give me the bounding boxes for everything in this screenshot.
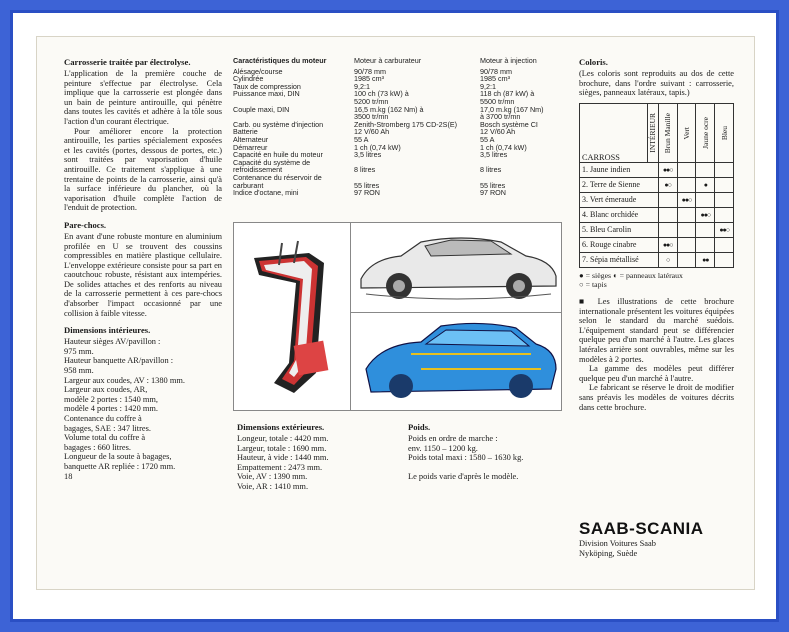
- spec-cell: 5200 tr/mn: [354, 96, 389, 106]
- color-table-row: [580, 207, 734, 222]
- brochure-page: [36, 36, 755, 590]
- section-title-dimensions-exterieures: Dimensions extérieures.: [237, 422, 325, 432]
- weight-section: [408, 422, 558, 481]
- color-table-cell: [696, 162, 715, 177]
- exterior-dimension-line: Largeur, totale : 1690 mm.: [237, 443, 327, 453]
- color-table-cell: [677, 237, 696, 252]
- spec-cell: 3,5 litres: [354, 150, 382, 160]
- color-table-row: [580, 177, 734, 192]
- color-name: 7. Sépia métallisé: [580, 252, 659, 267]
- color-table-cell: [715, 207, 734, 222]
- spec-cell: 1 ch (0,74 kW): [480, 142, 527, 152]
- color-table-cell: [696, 222, 715, 237]
- brand-address: [579, 539, 656, 559]
- interior-dimensions-list: [64, 337, 222, 471]
- color-table-cell: [677, 252, 696, 267]
- engine-spec-table: [233, 57, 563, 197]
- spec-cell: Cylindrée: [233, 74, 264, 84]
- spec-cell: Alésage/course: [233, 66, 283, 76]
- spec-row: [233, 189, 563, 197]
- color-table-cell: ●●○: [658, 162, 677, 177]
- left-column: [64, 57, 222, 481]
- brand-line-2: Nyköping, Suède: [579, 549, 638, 558]
- color-table-cell: [677, 162, 696, 177]
- color-table-cell: ●●○: [696, 207, 715, 222]
- right-column: [579, 57, 734, 412]
- color-table-cell: ●●: [696, 252, 715, 267]
- spec-cell: 8 litres: [480, 165, 502, 175]
- color-table-header-carrosserie: CARROSS: [580, 103, 648, 162]
- interior-dimension-line: 975 mm.: [64, 346, 94, 356]
- spec-cell: Puissance maxi, DIN: [233, 89, 300, 99]
- illustration-panel: [233, 222, 562, 411]
- interior-dimension-line: 958 mm.: [64, 366, 94, 376]
- spec-cell: 16,5 m.kg (162 Nm) à: [354, 104, 424, 114]
- exterior-dimensions: [237, 422, 387, 492]
- section-title-electrolyse: Carrosserie traitée par électrolyse.: [64, 57, 191, 67]
- color-table-row: [580, 162, 734, 177]
- exterior-dimension-line: Empattement : 2473 mm.: [237, 462, 323, 472]
- spec-cell: 55 litres: [480, 180, 506, 190]
- exterior-dimension-line: Longeur, totale : 4420 mm.: [237, 434, 329, 443]
- interior-dimension-line: Hauteur sièges AV/pavillon :: [64, 337, 161, 347]
- spec-cell: 55 A: [480, 134, 495, 144]
- spec-cell: 55 litres: [354, 180, 380, 190]
- color-table-cell: [715, 252, 734, 267]
- paragraph: ■ Les illustrations de cette brochure internationale présentent les voitures équipées selon le standard du marché suédois. L'équipement standard peut se différencier quelque peu d'un marché à l'autre. Les glaces latérales arrière sont ouvrables, même sur les modèles à 2 portes.: [579, 296, 734, 364]
- color-table-cell: ●●○: [715, 222, 734, 237]
- spec-cell: 3,5 litres: [480, 150, 508, 160]
- spec-cell: 97 RON: [354, 188, 380, 198]
- color-table-cell: [715, 177, 734, 192]
- spec-cell: Contenance du réservoir de: [233, 172, 322, 182]
- exterior-dimension-line: Hauteur, à vide : 1440 mm.: [237, 453, 329, 463]
- spec-cell: 9,2:1: [480, 81, 496, 91]
- spec-cell: Bosch système CI: [480, 119, 538, 129]
- spec-row: [233, 128, 563, 136]
- spec-cell: à 3700 tr/mn: [480, 112, 521, 122]
- exterior-dimension-line: Voie, AR : 1410 mm.: [237, 481, 309, 491]
- color-table-cell: [696, 192, 715, 207]
- spec-cell: Batterie: [233, 127, 258, 137]
- spec-cell: carburant: [233, 180, 264, 190]
- weight-line: Poids total maxi : 1580 – 1630 kg.: [408, 453, 524, 463]
- spec-cell: 1985 cm³: [480, 74, 510, 84]
- color-table-cell: [658, 222, 677, 237]
- spec-header-row: [233, 57, 563, 65]
- spec-cell: Capacité en huile du moteur: [233, 150, 323, 160]
- color-table-column-header: Jaune ocre: [696, 103, 715, 162]
- spec-cell: 90/78 mm: [354, 66, 386, 76]
- spec-cell: Alternateur: [233, 134, 269, 144]
- paragraph: En avant d'une robuste monture en aluminium profilée en U se trouvent des coussins compressibles en matière plastique cellulaire. L'enveloppe extérieure consiste pour sa part en caoutchouc robuste, résistant aux intempéries. De solides attaches et des renforts au niveau de la carrosserie permettent à ces pare-chocs d'absorber l'impact occasionné par une collision à faible vitesse.: [64, 231, 222, 318]
- spec-cell: 3500 tr/mn: [354, 112, 389, 122]
- spec-cell: 100 ch (73 kW) à: [354, 89, 409, 99]
- color-table-cell: ○: [658, 252, 677, 267]
- spec-cell: 1985 cm³: [354, 74, 384, 84]
- spec-cell: Couple maxi, DIN: [233, 104, 290, 114]
- spec-cell: 5500 tr/mn: [480, 96, 515, 106]
- interior-dimension-line: Longueur de la soute à bagages,: [64, 452, 172, 462]
- color-table-cell: [677, 222, 696, 237]
- interior-dimension-line: Largeur aux coudes, AV : 1380 mm.: [64, 375, 185, 385]
- paragraph: Le fabricant se réserve le droit de modifier sans préavis les modèles de voitures décrits dans cette brochure.: [579, 383, 734, 412]
- color-table-cell: [696, 237, 715, 252]
- color-table-cell: [715, 192, 734, 207]
- color-table-cell: [677, 177, 696, 192]
- spec-cell: refroidissement: [233, 165, 283, 175]
- spec-cell: Carb. ou système d'injection: [233, 119, 324, 129]
- spec-cell: Indice d'octane, mini: [233, 188, 299, 198]
- color-table: [579, 103, 734, 268]
- color-table-cell: [715, 162, 734, 177]
- spec-cell: Moteur à injection: [480, 56, 537, 65]
- spec-cell: 118 ch (87 kW) à: [480, 89, 535, 99]
- spec-cell: Caractéristiques du moteur: [233, 56, 327, 65]
- exterior-dimension-line: Voie, AV : 1390 mm.: [237, 472, 308, 482]
- interior-dimension-line: modèle 2 portes : 1540 mm,: [64, 394, 158, 404]
- color-table-cell: [658, 207, 677, 222]
- spec-cell: Taux de compression: [233, 81, 301, 91]
- interior-dimension-line: bagages, SAE : 347 litres.: [64, 423, 151, 433]
- color-name: 6. Rouge cinabre: [580, 237, 659, 252]
- page-number: 18: [64, 471, 73, 481]
- bumper-cutaway-illustration: [234, 223, 350, 410]
- paragraph: L'application de la première couche de peinture s'effectue par électrolyse. Cela implique que la carrosserie est plongée dans un bain de peinture antirouille, qui pénètre dans toutes les cavités et adhère à la tôle sous l'action d'un courant électrique.: [64, 69, 222, 126]
- interior-dimension-line: Hauteur banquette AR/pavillon :: [64, 356, 174, 366]
- color-name: 1. Jaune indien: [580, 162, 659, 177]
- color-table-cell: ●●○: [658, 237, 677, 252]
- color-name: 2. Terre de Sienne: [580, 177, 659, 192]
- spec-cell: 12 V/60 Ah: [354, 127, 390, 137]
- color-table-cell: [677, 207, 696, 222]
- interior-dimension-line: Largeur aux coudes, AR,: [64, 385, 148, 395]
- spec-cell: 1 ch (0,74 kW): [354, 142, 401, 152]
- spec-row: [233, 174, 563, 182]
- paragraph: La gamme des modèles peut différer quelque peu d'un marché à l'autre.: [579, 364, 734, 383]
- color-table-cell: ●●○: [677, 192, 696, 207]
- saab-scania-logo: SAAB-SCANIA: [579, 519, 704, 538]
- legend-line-1: ● = sièges ◐ = panneaux latéraux: [579, 270, 683, 280]
- color-table-cell: ●○: [658, 177, 677, 192]
- color-table-column-header: Brun Manille: [658, 103, 677, 162]
- spec-cell: 17,0 m.kg (167 Nm): [480, 104, 544, 114]
- color-name: 3. Vert émeraude: [580, 192, 659, 207]
- weight-line: Poids en ordre de marche :: [408, 434, 498, 443]
- spec-cell: Capacité du système de: [233, 157, 311, 167]
- interieur-label: INTÉRIEUR: [647, 112, 657, 153]
- color-name: 5. Bleu Carolin: [580, 222, 659, 237]
- spec-cell: 55 A: [354, 134, 369, 144]
- interior-dimension-line: Contenance du coffre à: [64, 414, 142, 423]
- color-table-row: [580, 252, 734, 267]
- section-title-dimensions-interieures: Dimensions intérieures.: [64, 325, 151, 336]
- interior-dimension-line: Volume total du coffre à: [64, 433, 146, 443]
- brand-line-1: Division Voitures Saab: [579, 539, 656, 548]
- legend-line-2: ○ = tapis: [579, 280, 607, 290]
- car-frame-illustration: [351, 314, 561, 410]
- color-table-row: [580, 237, 734, 252]
- color-table-row: [580, 192, 734, 207]
- coloris-intro: (Les coloris sont reproduits au dos de cette brochure, dans l'ordre suivant : carrosserie, sièges, panneaux latéraux, tapis.): [579, 69, 734, 98]
- spec-cell: Démarreur: [233, 142, 268, 152]
- spec-cell: Moteur à carburateur: [354, 56, 422, 65]
- weight-note: Le poids varie d'après le modèle.: [408, 471, 519, 481]
- weight-line: env. 1150 – 1200 kg.: [408, 443, 478, 453]
- interior-dimension-line: bagages : 660 litres.: [64, 442, 131, 452]
- color-table-cell: [715, 237, 734, 252]
- section-title-poids: Poids.: [408, 422, 431, 432]
- spec-cell: 9,2:1: [354, 81, 370, 91]
- spec-cell: Zenith-Stromberg 175 CD-2S(E): [354, 119, 458, 129]
- spec-row: [233, 159, 563, 167]
- car-side-illustration: [351, 224, 561, 312]
- color-table-cell: [658, 192, 677, 207]
- paragraph: Pour améliorer encore la protection antirouille, les parties spécialement exposées et les cavités (portes, dessous de portes, etc.) sont traitées par vaporisation d'huile antirouille. Ce traitement s'applique à une trentaine de points de la carrosserie, ainsi qu'à la surface inférieure du plancher, où la vaporisation d'huile complète l'action de l'enduit de protection.: [64, 126, 222, 213]
- spec-cell: 97 RON: [480, 188, 506, 198]
- spec-cell: 90/78 mm: [480, 66, 512, 76]
- spec-row: [233, 68, 563, 76]
- color-table-column-header: Vert: [677, 103, 696, 162]
- interior-dimension-line: modèle 4 portes : 1420 mm.: [64, 404, 158, 414]
- interior-dimension-line: banquette AR repliée : 1720 mm.: [64, 461, 176, 471]
- color-name: 4. Blanc orchidée: [580, 207, 659, 222]
- color-table-cell: ●: [696, 177, 715, 192]
- spec-cell: 12 V/60 Ah: [480, 127, 516, 137]
- spec-cell: 8 litres: [354, 165, 376, 175]
- section-title-coloris: Coloris.: [579, 57, 608, 67]
- color-table-row: [580, 222, 734, 237]
- section-title-pare-chocs: Pare-chocs.: [64, 219, 107, 230]
- color-table-column-header: Bleu: [715, 103, 734, 162]
